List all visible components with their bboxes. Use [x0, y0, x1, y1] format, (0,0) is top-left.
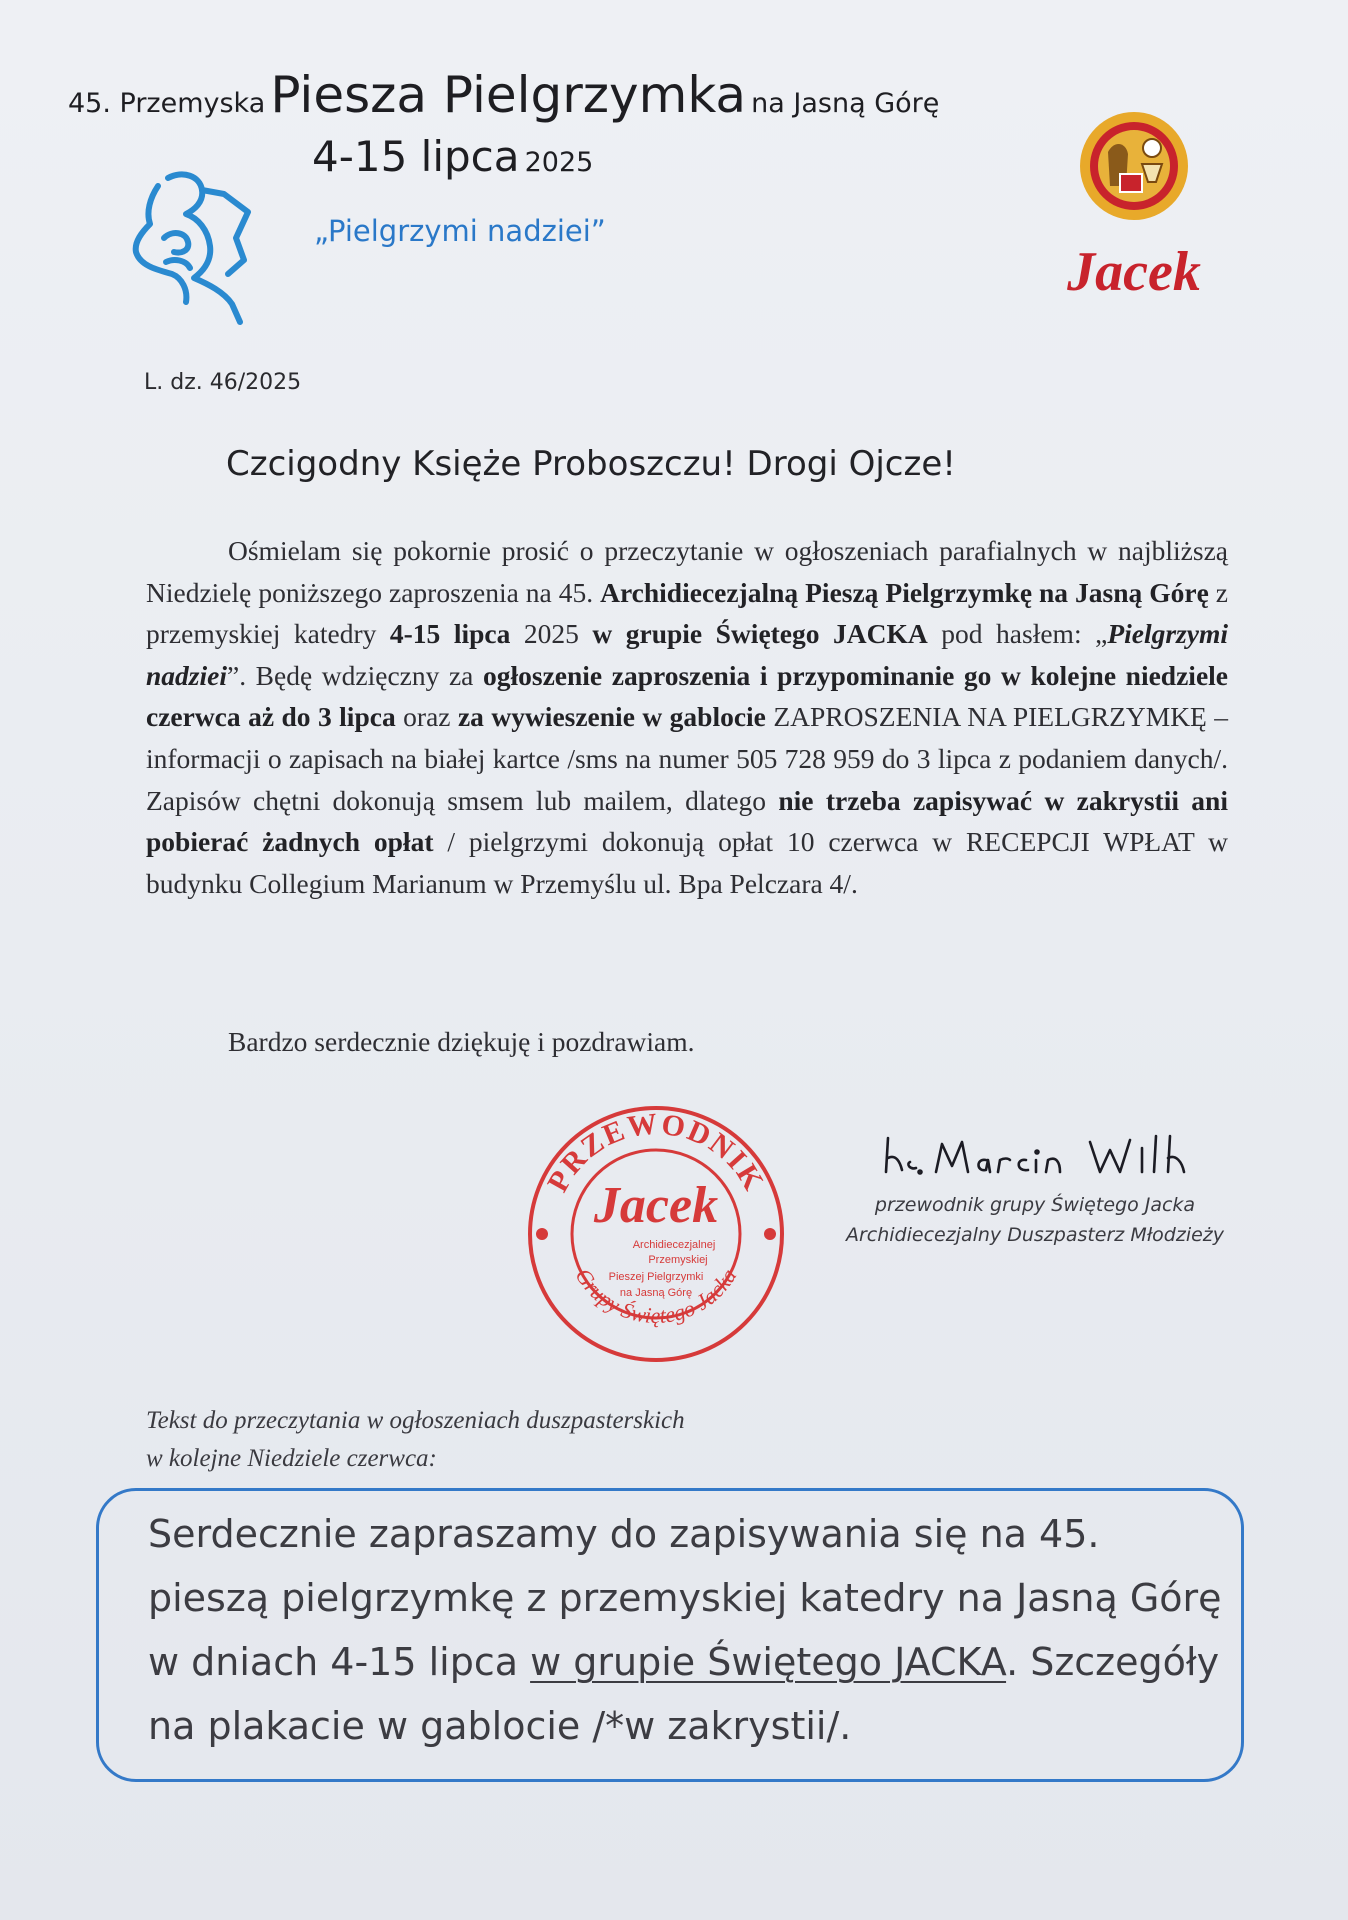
body-segment: pod hasłem: „ — [941, 618, 1108, 650]
announcement-segment: Serdecznie zapraszamy do zapisywania się na 45. pieszą pielgrzymkę z przemyskiej katedry na Jasną Górę w dniach 4-15 lipca — [148, 1512, 1222, 1684]
edition-label: 45. Przemyska — [68, 88, 266, 119]
body-segment-bold: nie trzeba zapisywać w zakrystii ani pobierać żadnych opłat — [146, 784, 1228, 858]
stamp-name: Jacek — [593, 1177, 719, 1234]
letter-body — [146, 530, 1228, 904]
body-segment: Ośmielam się pokornie prosić o przeczytanie w ogłoszeniach parafialnych w najbliższą Niedzielę poniższego zaproszenia na 45. — [146, 535, 1228, 608]
stamp-line: Przemyskiej — [648, 1254, 708, 1266]
body-segment: / pielgrzymi dokonują opłat 10 czerwca w RECEPCJI WPŁAT w budynku Collegium Marianum w Przemyślu ul. Bpa Pelczara 4/. — [146, 826, 1229, 899]
instruction-line: Tekst do przeczytania w ogłoszeniach duszpasterskich — [146, 1407, 685, 1434]
body-segment-bold: Archidiecezjalną Pieszą Pielgrzymkę na Jasną Górę — [600, 576, 1209, 608]
instruction-line: w kolejne Niedziele czerwca: — [146, 1445, 437, 1472]
jacek-logo-wordmark: Jacek — [1067, 241, 1201, 298]
jacek-group-logo-icon — [1066, 108, 1202, 298]
stamp-top-text: PRZEWODNIK — [541, 1107, 771, 1198]
greeting: Czcigodny Księże Proboszczu! Drogi Ojcze! — [226, 444, 956, 484]
announcement-group-underlined: w grupie Świętego JACKA — [530, 1640, 1007, 1684]
pilgrimage-logo-icon — [128, 166, 258, 328]
signature-role-line: Archidiecezjalny Duszpasterz Młodzieży — [845, 1224, 1225, 1246]
reference-number: L. dz. 46/2025 — [144, 370, 302, 395]
pilgrimage-year: 2025 — [524, 147, 594, 178]
handwritten-signature-icon — [880, 1128, 1190, 1182]
stamp-line: na Jasną Górę — [619, 1287, 693, 1299]
announcement-text — [148, 1502, 1228, 1758]
signature-role-block — [800, 1190, 1270, 1250]
pilgrimage-motto: „Pielgrzymi nadziei” — [314, 214, 606, 248]
announcement-segment: . Szczegóły na plakacie w gablocie /*w zakrystii/. — [148, 1640, 1220, 1748]
body-segment-motto: Pielgrzymi nadziei — [146, 618, 1228, 691]
stamp-bottom-text: Grupy Świętego Jacka — [570, 1263, 742, 1328]
pilgrimage-dates-line — [312, 132, 593, 181]
body-segment: ZAPROSZENIA NA PIELGRZYMKĘ – informacji o zapisach na białej kartce /sms na numer 505 728 959 do 3 lipca z podaniem danych/. Zapisów chętni dokonują smsem lub mailem, dlatego — [146, 701, 1229, 816]
stamp-line: Pieszej Pielgrzymki — [608, 1271, 704, 1283]
body-segment: oraz — [403, 701, 451, 733]
signature-role-line: przewodnik grupy Świętego Jacka — [874, 1194, 1196, 1216]
body-segment: z przemyskiej katedry — [146, 576, 1229, 650]
closing-line: Bardzo serdecznie dziękuję i pozdrawiam. — [228, 1026, 695, 1057]
pilgrimage-title-line — [68, 66, 939, 124]
stamp-line: Archidiecezjalnej — [632, 1239, 716, 1251]
guide-stamp-icon — [522, 1100, 790, 1368]
body-segment: 2025 — [523, 618, 579, 650]
pilgrimage-title: Piesza Pielgrzymka — [270, 66, 747, 124]
body-segment: ”. Będę wdzięczny za — [226, 659, 474, 691]
body-segment-bold: za wywieszenie w gablocie — [457, 701, 766, 733]
announcement-instruction — [146, 1402, 685, 1478]
destination-label: na Jasną Górę — [751, 88, 940, 119]
body-segment-bold: ogłoszenie zaproszenia i przypominanie go w kolejne niedziele czerwca aż do 3 lipca — [146, 659, 1228, 733]
body-segment-bold: 4-15 lipca — [389, 618, 511, 650]
pilgrimage-dates: 4-15 lipca — [312, 132, 520, 181]
body-segment-bold: w grupie Świętego JACKA — [592, 618, 928, 650]
